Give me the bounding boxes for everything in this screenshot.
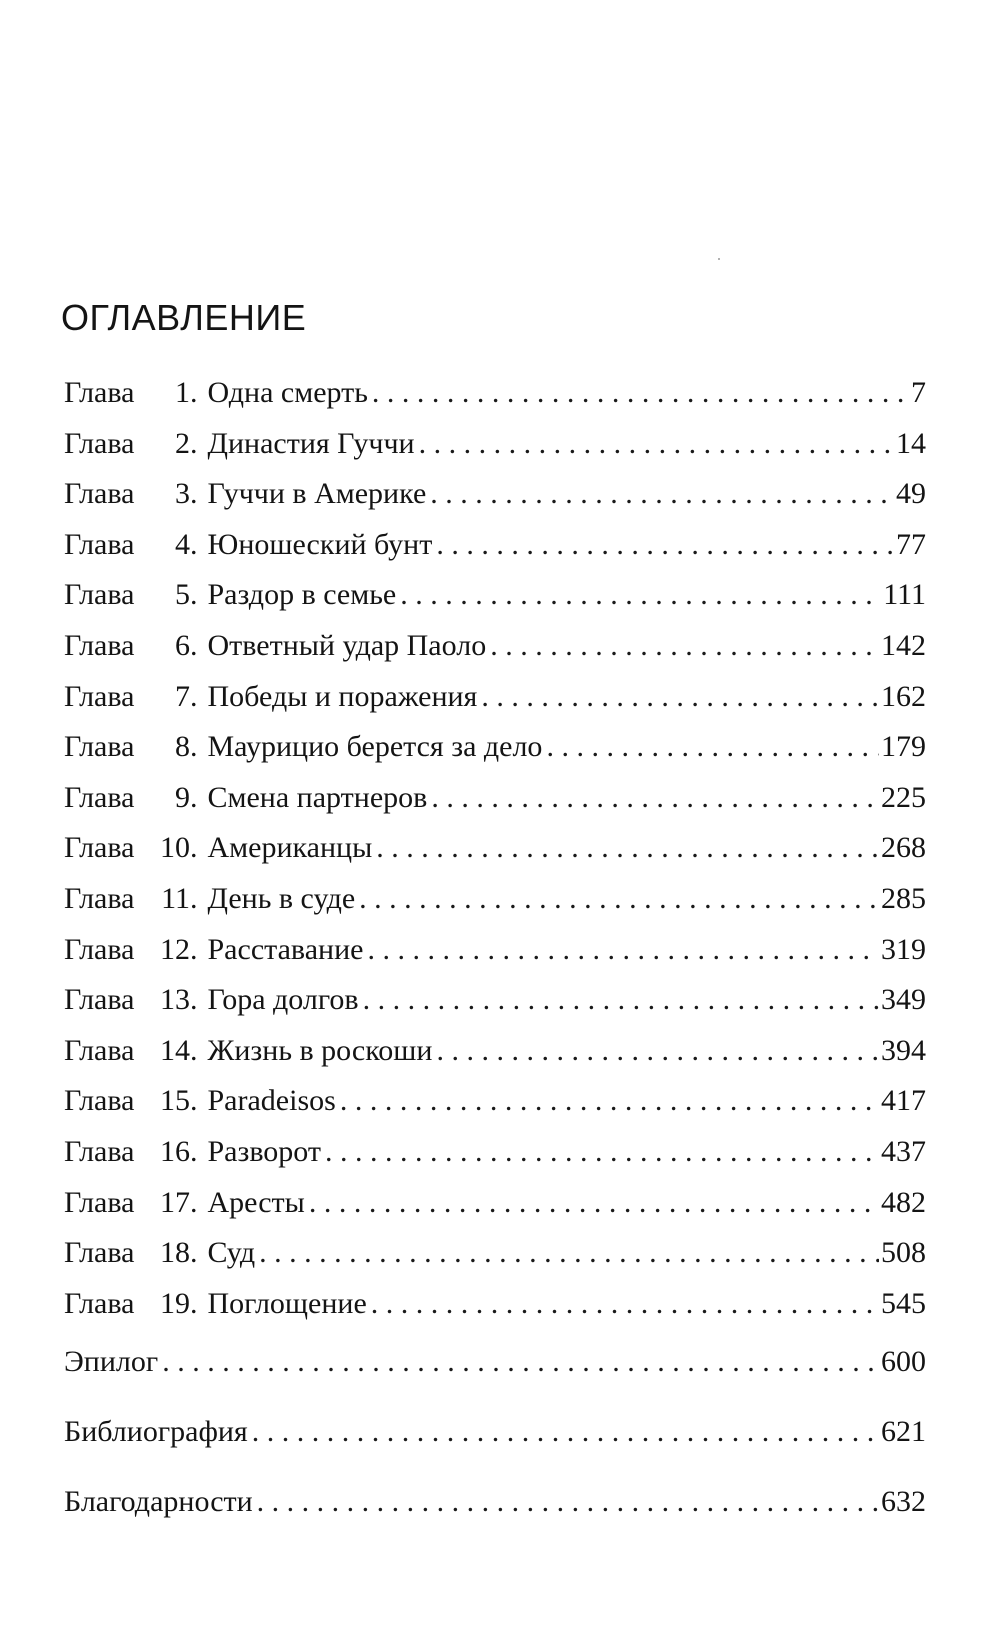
chapter-number: 11 <box>161 881 190 915</box>
chapter-title: Американцы <box>207 831 373 865</box>
chapter-word: Глава <box>64 1134 135 1168</box>
chapter-number: 7 <box>175 679 190 713</box>
page-number: 268 <box>881 831 926 865</box>
chapter-word: Глава <box>64 1286 135 1320</box>
page-number: 77 <box>896 527 926 561</box>
toc-entry-chapter-2 <box>64 426 926 480</box>
chapter-number-dot: . <box>190 780 198 814</box>
chapter-number: 14 <box>160 1033 190 1067</box>
chapter-number: 5 <box>175 578 190 612</box>
page-number: 437 <box>881 1134 926 1168</box>
toc-entry-chapter-13 <box>64 985 926 1036</box>
toc-entry-chapter-4 <box>64 527 926 581</box>
dot-leader <box>367 935 879 965</box>
page-number: 632 <box>881 1485 926 1519</box>
dot-leader <box>363 985 879 1015</box>
dot-leader <box>359 884 879 914</box>
table-of-contents <box>64 378 926 1549</box>
toc-entry-chapter-3 <box>64 479 926 530</box>
chapter-number-dot: . <box>190 1185 198 1219</box>
chapter-number: 1 <box>175 376 190 409</box>
dot-leader <box>436 530 894 560</box>
page-number: 349 <box>881 983 926 1017</box>
dot-leader <box>436 1036 879 1066</box>
chapter-number-dot: . <box>190 881 198 915</box>
chapter-number: 4 <box>175 527 190 561</box>
chapter-number-dot: . <box>190 932 198 966</box>
dot-leader <box>257 1487 879 1517</box>
chapter-number-dot: . <box>190 1084 198 1118</box>
chapter-number-dot: . <box>190 527 198 561</box>
chapter-title: Расставание <box>207 932 364 966</box>
toc-entry-acknowledgements <box>64 1487 926 1549</box>
page-number: 417 <box>881 1084 926 1118</box>
dot-leader <box>400 580 881 610</box>
chapter-title: Маурицио берется за дело <box>207 730 543 764</box>
toc-entry-chapter-10 <box>64 833 926 884</box>
chapter-number: 15 <box>160 1084 190 1118</box>
dot-leader <box>431 783 879 813</box>
chapter-word: Глава <box>64 679 135 713</box>
toc-entry-chapter-19 <box>64 1286 926 1340</box>
toc-entry-epilogue <box>64 1347 926 1409</box>
chapter-number-dot: . <box>190 1134 198 1168</box>
toc-heading: ОГЛАВЛЕНИЕ <box>61 297 307 338</box>
chapter-number: 18 <box>160 1236 190 1270</box>
chapter-word: Глава <box>64 780 135 814</box>
toc-entry-chapter-5 <box>64 580 926 631</box>
page-number: 285 <box>881 881 926 915</box>
chapter-title: День в суде <box>207 881 356 915</box>
dot-leader <box>340 1086 879 1116</box>
toc-entry-chapter-18 <box>64 1238 926 1289</box>
back-matter-title: Эпилог <box>64 1345 159 1379</box>
toc-entry-bibliography <box>64 1417 926 1479</box>
chapter-word: Глава <box>64 831 135 865</box>
chapter-number: 13 <box>160 983 190 1017</box>
chapter-title: Династия Гуччи <box>207 426 415 460</box>
dot-leader <box>490 631 879 661</box>
toc-entry-chapter-8 <box>64 732 926 783</box>
print-speck <box>718 258 720 260</box>
chapter-number: 12 <box>160 932 190 966</box>
page-number: 394 <box>881 1033 926 1067</box>
toc-entry-chapter-9 <box>64 780 926 834</box>
chapter-number: 2 <box>175 426 190 460</box>
chapter-number: 16 <box>160 1134 190 1168</box>
chapter-title: Одна смерть <box>207 376 368 409</box>
back-matter-title: Благодарности <box>64 1485 253 1519</box>
toc-entry-chapter-15 <box>64 1086 926 1137</box>
toc-entry-chapter-12 <box>64 932 926 986</box>
dot-leader <box>372 378 909 408</box>
page-number: 545 <box>881 1286 926 1320</box>
page-number: 7 <box>911 376 926 409</box>
chapter-number-dot: . <box>190 376 198 409</box>
dot-leader <box>481 682 879 712</box>
chapter-title: Победы и поражения <box>207 679 478 713</box>
chapter-title: Гуччи в Америке <box>207 477 427 511</box>
dot-leader <box>252 1417 879 1447</box>
dot-leader <box>371 1289 879 1319</box>
chapter-word: Глава <box>64 983 135 1017</box>
page-number: 482 <box>881 1185 926 1219</box>
dot-leader <box>546 732 879 762</box>
toc-entry-chapter-16 <box>64 1134 926 1188</box>
chapter-title: Юношеский бунт <box>207 527 433 561</box>
chapter-title: Ответный удар Паоло <box>207 628 487 662</box>
chapter-word: Глава <box>64 1084 135 1118</box>
chapter-number-dot: . <box>190 426 198 460</box>
chapter-title: Разворот <box>207 1134 322 1168</box>
page-number: 49 <box>896 477 926 511</box>
dot-leader <box>419 429 894 459</box>
chapter-title: Суд <box>207 1236 256 1270</box>
chapter-word: Глава <box>64 628 135 662</box>
dot-leader <box>162 1347 879 1377</box>
chapter-number: 6 <box>175 628 190 662</box>
dot-leader <box>309 1188 879 1218</box>
chapter-number-dot: . <box>190 1236 198 1270</box>
chapter-word: Глава <box>64 477 135 511</box>
chapter-number: 8 <box>175 730 190 764</box>
chapter-title: Жизнь в роскоши <box>207 1033 433 1067</box>
page-number: 179 <box>881 730 926 764</box>
dot-leader <box>376 833 879 863</box>
toc-entry-chapter-6 <box>64 628 926 682</box>
chapter-word: Глава <box>64 527 135 561</box>
chapter-word: Глава <box>64 376 135 409</box>
chapter-title: Аресты <box>207 1185 305 1219</box>
chapter-number-dot: . <box>190 628 198 662</box>
chapter-number: 3 <box>175 477 190 511</box>
chapter-word: Глава <box>64 426 135 460</box>
dot-leader <box>430 479 894 509</box>
toc-entry-chapter-1 <box>64 378 926 429</box>
chapter-title: Смена партнеров <box>207 780 428 814</box>
chapter-number-dot: . <box>190 1033 198 1067</box>
page-number: 508 <box>881 1236 926 1270</box>
page-number: 142 <box>881 628 926 662</box>
chapter-title: Раздор в семье <box>207 578 397 612</box>
chapter-number-dot: . <box>190 679 198 713</box>
chapter-number: 9 <box>175 780 190 814</box>
chapter-word: Глава <box>64 1185 135 1219</box>
chapter-number-dot: . <box>190 477 198 511</box>
dot-leader <box>325 1137 879 1167</box>
chapter-number-dot: . <box>190 730 198 764</box>
chapter-word: Глава <box>64 730 135 764</box>
page-number: 14 <box>896 426 926 460</box>
chapter-number-dot: . <box>190 831 198 865</box>
chapter-number: 19 <box>160 1286 190 1320</box>
toc-entry-chapter-11 <box>64 881 926 935</box>
dot-leader <box>259 1238 879 1268</box>
page-number: 319 <box>881 932 926 966</box>
chapter-number-dot: . <box>190 1286 198 1320</box>
chapter-word: Глава <box>64 932 135 966</box>
chapter-number: 17 <box>160 1185 190 1219</box>
toc-entry-chapter-17 <box>64 1185 926 1239</box>
chapter-number-dot: . <box>190 578 198 612</box>
chapter-title: Гора долгов <box>207 983 359 1017</box>
page-number: 162 <box>881 679 926 713</box>
page-number: 600 <box>881 1345 926 1379</box>
chapter-title: Paradeisos <box>207 1084 336 1118</box>
chapter-number: 10 <box>160 831 190 865</box>
toc-entry-chapter-7 <box>64 679 926 733</box>
toc-entry-chapter-14 <box>64 1033 926 1087</box>
page-number: 111 <box>883 578 926 612</box>
chapter-number-dot: . <box>190 983 198 1017</box>
page-number: 621 <box>881 1415 926 1449</box>
chapter-word: Глава <box>64 1033 135 1067</box>
chapter-word: Глава <box>64 578 135 612</box>
page-number: 225 <box>881 780 926 814</box>
back-matter-title: Библиография <box>64 1415 248 1449</box>
chapter-word: Глава <box>64 881 135 915</box>
chapter-word: Глава <box>64 1236 135 1270</box>
chapter-title: Поглощение <box>207 1286 367 1320</box>
